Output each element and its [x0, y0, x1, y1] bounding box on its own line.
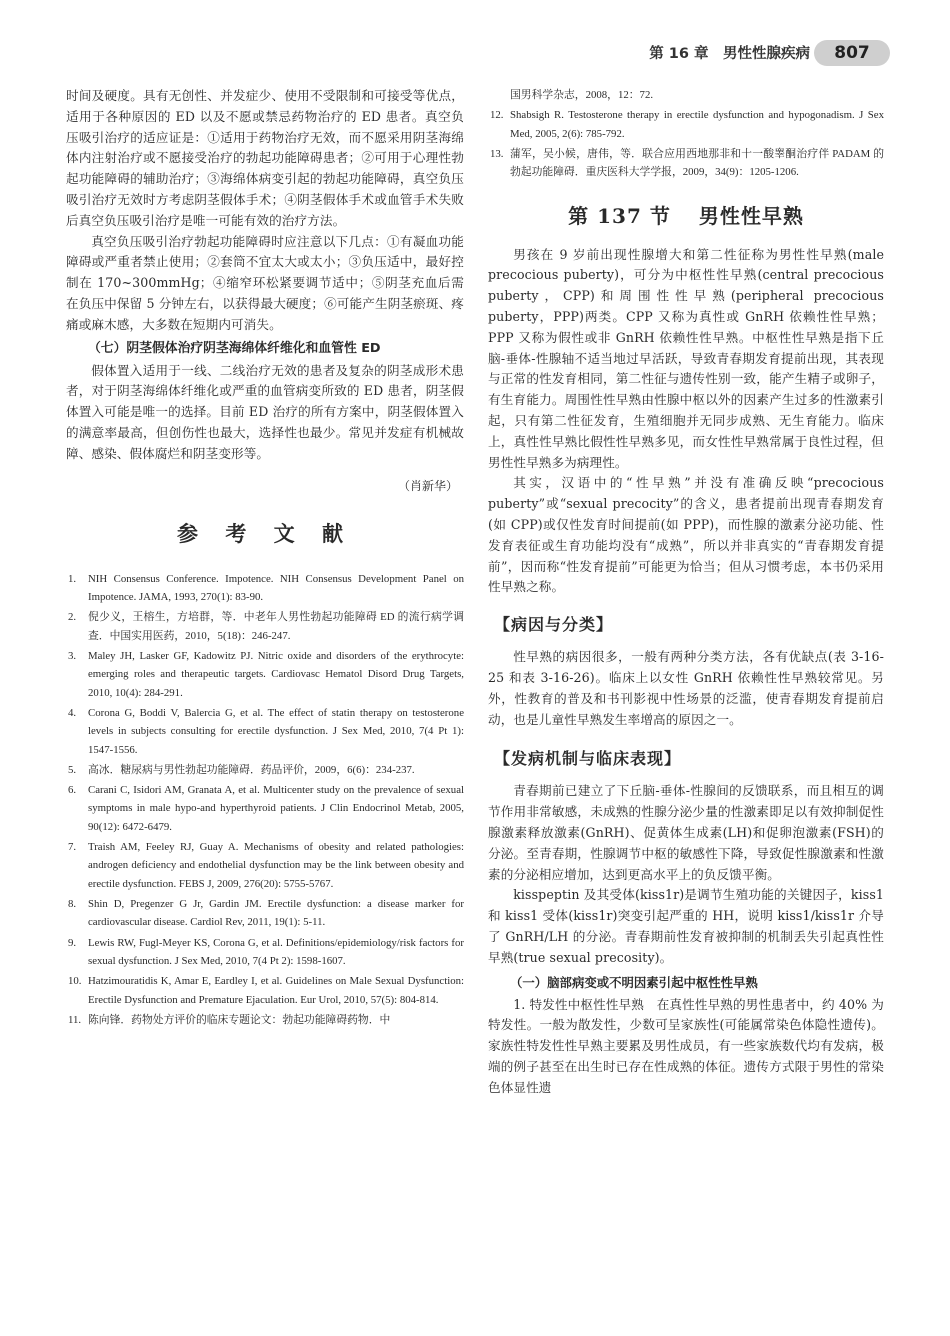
right-paragraph-4: 青春期前已建立了下丘脑-垂体-性腺间的反馈联系，而且相互的调节作用非常敏感，未成熟的性腺分泌少量的性激素即足以有效抑制促性腺激素释放激素(GnRH)、促黄体生成素(LH)和促卵泡激素(FSH)的分泌。至青春期，性腺调节中枢的敏感性下降，导致促性腺激素和性激素的分泌相应增加，达到更高水平上的负反馈平衡。 [488, 783, 884, 882]
section-number: 第 137 节 [568, 203, 671, 228]
left-paragraph-2: 真空负压吸引治疗勃起功能障碍时应注意以下几点：①有凝血功能障碍或严重者禁止使用；②套筒不宜太大或太小；③负压适中，最好控制在 170~300mmHg；④缩窄环松紧要调节适中；⑤阴茎充血后需在负压中保留 5 分钟左右，以获得最大硬度；⑥可能产生阴茎瘀斑、疼痛或麻木感，大多数在短期内可消失。 [66, 233, 464, 332]
right-paragraph-5: kisspeptin 及其受体(kiss1r)是调节生殖功能的关键因子，kiss1 和 kiss1 受体(kiss1r)突变引起严重的 HH，说明 kiss1/kiss1r 介导了 GnRH/LH 的分泌。青春期前性发育被抑制的机制丢失引起真性性早熟(true sexual precosity)。 [488, 887, 884, 965]
page-header [0, 40, 950, 70]
reference-item: 6. Carani C, Isidori AM, Granata A, et al. Multicenter study on the prevalence of sexual symptoms in male hypo-and hyperthyroid patients. J Clin Endocrinol Metab, 2005, 90(12): 6472-6479. [68, 784, 464, 833]
left-paragraph-3: 假体置入适用于一线、二线治疗无效的患者及复杂的阴茎成形术患者，对于阴茎海绵体纤维化或严重的血管病变所致的 ED 患者，阴茎假体置入可能是唯一的选择。目前 ED 治疗的所有方案中，阴茎假体置入的满意率最高，但创伤性也最大，选择性也最少。常见并发症有机械故障、感染、假体腐烂和阴茎变形等。 [66, 362, 464, 461]
reference-item: 2. 倪少义，王榕生，方培群，等．中老年人男性勃起功能障碍 ED 的流行病学调查．中国实用医药，2010，5(18)：246-247. [68, 611, 464, 642]
page-number-badge: 807 [814, 40, 890, 66]
section-title [488, 200, 884, 229]
subheading-central-precocity: （一）脑部病变或不明因素引起中枢性性早熟 [510, 974, 758, 990]
reference-item: 10. Hatzimouratidis K, Amar E, Eardley I, et al. Guidelines on Male Sexual Dysfunction: Erectile Dysfunction and Premature Ejaculation. Eur Urol, 2010, 57(5): 804-814. [68, 975, 464, 1006]
section-name: 男性性早熟 [698, 203, 804, 228]
reference-item-continuation: 国男科学杂志，2008，12：72. [510, 89, 654, 101]
chapter-title: 第 16 章 男性性腺疾病 [649, 46, 810, 62]
subheading-penile-prosthesis: （七）阴茎假体治疗阴茎海绵体纤维化和血管性 ED [88, 340, 381, 356]
author-signature: （肖新华） [397, 478, 458, 493]
reference-list [66, 570, 464, 1030]
reference-item: 13. 蒲军，吴小候，唐伟，等．联合应用西地那非和十一酸睾酮治疗伴 PADAM 的勃起功能障碍．重庆医科大学学报，2009，34(9)：1205-1206. [490, 147, 884, 179]
right-paragraph-2: 其实，汉语中的“性早熟”并没有准确反映“precocious puberty”或“sexual precocity”的含义，患者提前出现青春期发育(如 CPP)或仅性发育时间提前(如 PPP)，而性腺的激素分泌功能、性发育表征或生育功能均没有“成熟”，所以并非真实的“青春期发育提前”，因而称“性发育提前”可能更为恰当；但从习惯考虑，本书仍采用性早熟之称。 [488, 475, 884, 595]
right-paragraph-1: 男孩在 9 岁前出现性腺增大和第二性征称为男性性早熟(male precocious puberty)，可分为中枢性性早熟(central precocious puberty，CPP)和周围性性早熟(peripheral precocious puberty，PPP)两类。CPP 又称为真性或 GnRH 依赖性性早熟；PPP 又称为假性或非 GnRH 依赖性性早熟。中枢性性早熟是指下丘脑-垂体-性腺轴不适当地过早活跃，导致青春期发育提前出现，其表现与正常的性发育相同，第二性征与遗传性别一致，能产生精子或卵子，有生育能力。周围性性早熟由性腺中枢以外的因素产生过多的性激素引起，只有第二性征发育，生殖细胞并无同步成熟、无生育能力。临床上，真性性早熟比假性性早熟多见，而女性性早熟常属于良性过程，但男性性早熟多为病理性。 [488, 246, 884, 470]
reference-item: 1. NIH Consensus Conference. Impotence. NIH Consensus Development Panel on Impotence. JAMA, 1993, 270(1): 83-90. [68, 572, 464, 603]
reference-item: 8. Shin D, Pregenzer G Jr, Gardin JM. Erectile dysfunction: a disease marker for cardiovascular disease. Cardiol Rev, 2011, 19(1): 5-11. [68, 898, 464, 929]
reference-item: 12. Shabsigh R. Testosterone therapy in erectile dysfunction and hypogonadism. J Sex Med, 2005, 2(6): 785-792. [490, 109, 884, 140]
reference-item: 7. Traish AM, Feeley RJ, Guay A. Mechanisms of obesity and related pathologies: androgen deficiency and endothelial dysfunction may be the link between obesity and erectile dysfunction. FEBS J, 2009, 276(20): 5755-5767. [68, 841, 464, 890]
references-title: 参 考 文 献 [177, 520, 353, 546]
reference-item: 5. 高冰．糖尿病与男性勃起功能障碍．药品评价，2009，6(6)：234-237. [68, 763, 415, 776]
heading-etiology: 【病因与分类】 [494, 615, 614, 635]
left-column [66, 86, 464, 1031]
right-paragraph-3: 性早熟的病因很多，一般有两种分类方法，各有优缺点(表 3-16-25 和表 3-16-26)。临床上以女性 GnRH 依赖性性早熟较常见。另外，性教育的普及和书刊影视中性场景的泛滥，使青春期发育提前启动，也是儿童性早熟发生率增高的原因之一。 [488, 649, 884, 727]
reference-list-continued [488, 86, 884, 182]
reference-item: 11. 陈向锋．药物处方评价的临床专题论文：勃起功能障碍药物．中 [68, 1013, 391, 1026]
right-column [488, 86, 884, 1099]
reference-item: 3. Maley JH, Lasker GF, Kadowitz PJ. Nitric oxide and disorders of the erythrocyte: emerging roles and therapeutic targets. Cardiovasc Hematol Disord Drug Targets, 2010, 10(4): 284-291. [68, 649, 464, 699]
left-paragraph-1: 时间及硬度。具有无创性、并发症少、使用不受限制和可接受等优点，适用于各种原因的 ED 以及不愿或禁忌药物治疗的 ED 患者。真空负压吸引治疗的适应证是：①适用于药物治疗无效，而不愿采用阴茎海绵体内注射治疗或不愿接受治疗的勃起功能障碍患者；②可用于心理性勃起功能障碍的辅助治疗；③海绵体病变引起的勃起功能障碍，真空负压吸引治疗无效时方考虑阴茎假体手术；④阴茎假体手术或血管手术失败后真空负压吸引治疗是唯一可能有效的治疗方法。 [66, 88, 464, 228]
reference-item: 4. Corona G, Boddi V, Balercia G, et al. The effect of statin therapy on testosterone levels in subjects consulting for erectile dysfunction. J Sex Med, 2010, 7(4 Pt 1): 1547-1556. [68, 706, 464, 756]
heading-pathogenesis: 【发病机制与临床表现】 [494, 749, 682, 769]
right-paragraph-6: 1. 特发性中枢性性早熟 在真性性早熟的男性患者中，约 40% 为特发性。一般为散发性，少数可呈家族性(可能属常染色体隐性遗传)。家族性特发性性早熟主要累及男性成员，有一些家族数代均有发病，极端的例子甚至在出生时已存在性成熟的体征。遗传方式限于男性的常染色体显性遗 [488, 996, 884, 1095]
reference-item: 9. Lewis RW, Fugl-Meyer KS, Corona G, et al. Definitions/epidemiology/risk factors for sexual dysfunction. J Sex Med, 2010, 7(4 Pt 2): 1598-1607. [68, 936, 464, 968]
